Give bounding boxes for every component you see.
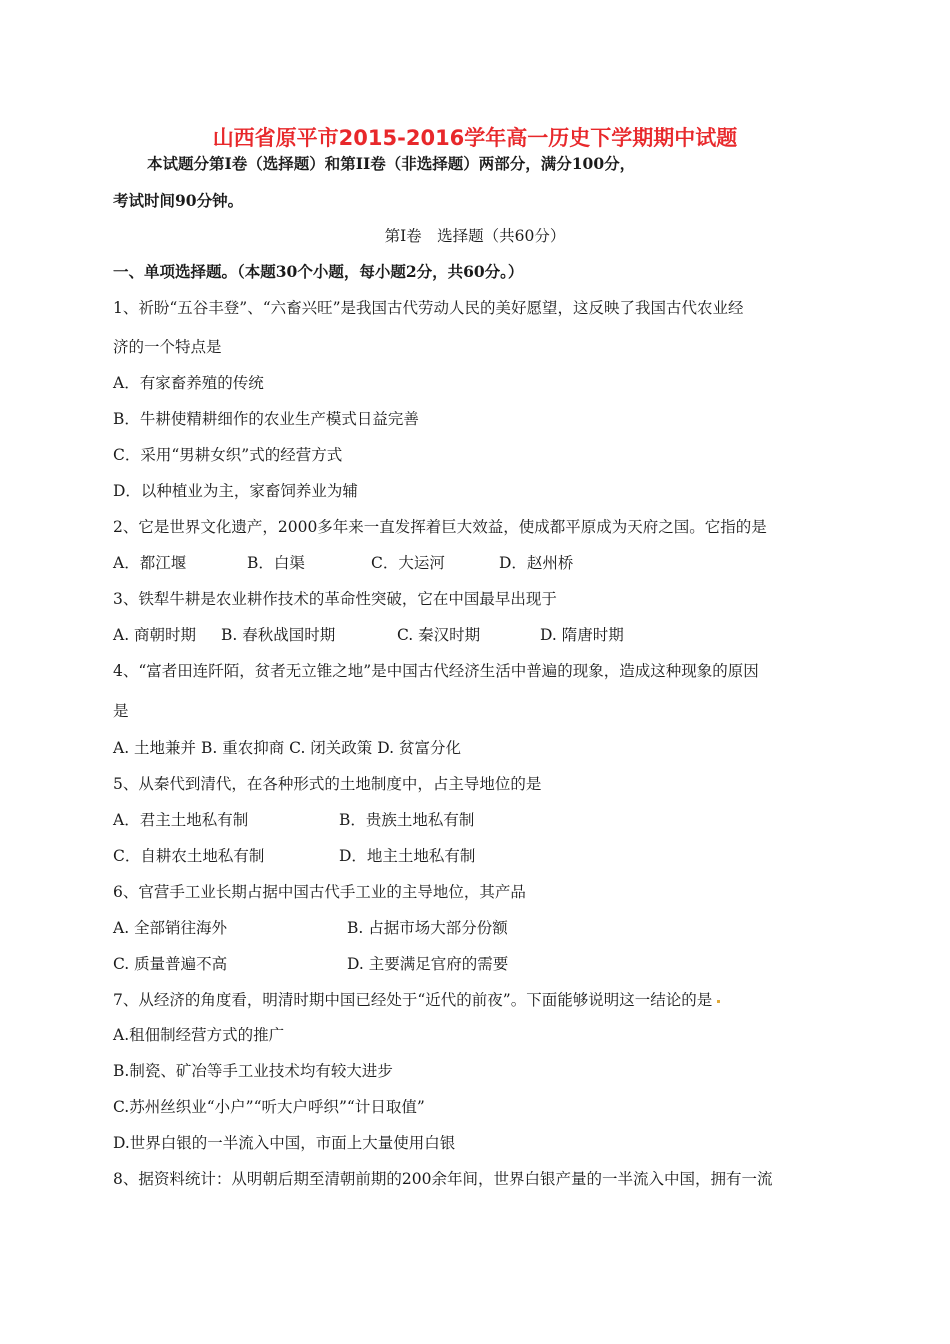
question-4-stem-line-2: 是 (113, 702, 129, 720)
question-2-option-d: D．赵州桥 (499, 554, 574, 572)
question-2-options (113, 551, 573, 573)
question-1-option-d: D．以种植业为主，家畜饲养业为辅 (113, 482, 358, 500)
question-3-options (113, 623, 624, 645)
question-5-stem: 5、从秦代到清代，在各种形式的土地制度中，占主导地位的是 (113, 775, 542, 793)
section-heading: 第Ⅰ卷 选择题（共60分） (384, 227, 566, 245)
question-7-option-b: B.制瓷、矿冶等手工业技术均有较大进步 (113, 1062, 393, 1080)
question-6-stem: 6、官营手工业长期占据中国古代手工业的主导地位，其产品 (113, 883, 526, 901)
question-2-option-b: B．白渠 (247, 554, 305, 572)
question-6-options-row-1 (113, 916, 508, 938)
question-2-option-c: C．大运河 (371, 554, 445, 572)
part-title: 一、单项选择题。（本题30个小题，每小题2分，共60分。） (113, 262, 524, 281)
question-6-option-d: D. 主要满足官府的需要 (347, 955, 509, 973)
question-8-stem: 8、据资料统计：从明朝后期至清朝前期的200余年间，世界白银产量的一半流入中国，拥有一流 (113, 1170, 773, 1188)
question-6-option-c: C. 质量普遍不高 (113, 955, 228, 973)
question-5-option-b: B．贵族土地私有制 (339, 811, 475, 829)
intro-line-2: 考试时间90分钟。 (113, 191, 244, 210)
question-1-option-b: B．牛耕使精耕细作的农业生产模式日益完善 (113, 410, 419, 428)
question-1-stem-line-2: 济的一个特点是 (113, 338, 222, 356)
question-4-options: A. 土地兼并 B. 重农抑商 C. 闭关政策 D. 贫富分化 (113, 739, 461, 757)
question-5-options-row-2 (113, 844, 475, 866)
scan-dot-mark (717, 1000, 720, 1003)
question-1-option-c: C．采用“男耕女织”式的经营方式 (113, 446, 343, 464)
question-2-stem: 2、它是世界文化遗产，2000多年来一直发挥着巨大效益，使成都平原成为天府之国。它指的是 (113, 518, 767, 536)
question-5-option-d: D．地主土地私有制 (339, 847, 476, 865)
question-5-option-a: A．君主土地私有制 (113, 811, 249, 829)
question-5-option-c: C．自耕农土地私有制 (113, 847, 265, 865)
question-6-option-b: B. 占据市场大部分份额 (347, 919, 508, 937)
question-4-stem-line-1: 4、“富者田连阡陌，贫者无立锥之地”是中国古代经济生活中普遍的现象，造成这种现象的原因 (113, 662, 759, 680)
question-1-option-a: A．有家畜养殖的传统 (113, 374, 264, 392)
question-2-option-a: A．都江堰 (113, 554, 187, 572)
question-1-stem-line-1: 1、祈盼“五谷丰登”、“六畜兴旺”是我国古代劳动人民的美好愿望，这反映了我国古代农业经 (113, 299, 744, 317)
exam-title: 山西省原平市2015-2016学年高一历史下学期期中试题 (212, 126, 738, 150)
question-6-option-a: A. 全部销往海外 (113, 919, 228, 937)
question-3-option-a: A. 商朝时期 (113, 626, 197, 644)
question-3-option-b: B. 春秋战国时期 (221, 626, 336, 644)
question-7-option-d: D.世界白银的一半流入中国，市面上大量使用白银 (113, 1134, 456, 1152)
question-5-options-row-1 (113, 808, 474, 830)
question-6-options-row-2 (113, 952, 508, 974)
intro-line-1: 本试题分第Ⅰ卷（选择题）和第II卷（非选择题）两部分，满分100分， (147, 154, 636, 173)
question-3-option-d: D. 隋唐时期 (540, 626, 624, 644)
question-3-stem: 3、铁犁牛耕是农业耕作技术的革命性突破，它在中国最早出现于 (113, 590, 557, 608)
question-7-stem: 7、从经济的角度看，明清时期中国已经处于“近代的前夜”。下面能够说明这一结论的是 (113, 988, 720, 1010)
question-7-option-c: C.苏州丝织业“小户”“听大户呼织”“计日取值” (113, 1098, 425, 1116)
question-7-option-a: A.租佃制经营方式的推广 (113, 1026, 285, 1044)
question-3-option-c: C. 秦汉时期 (397, 626, 481, 644)
